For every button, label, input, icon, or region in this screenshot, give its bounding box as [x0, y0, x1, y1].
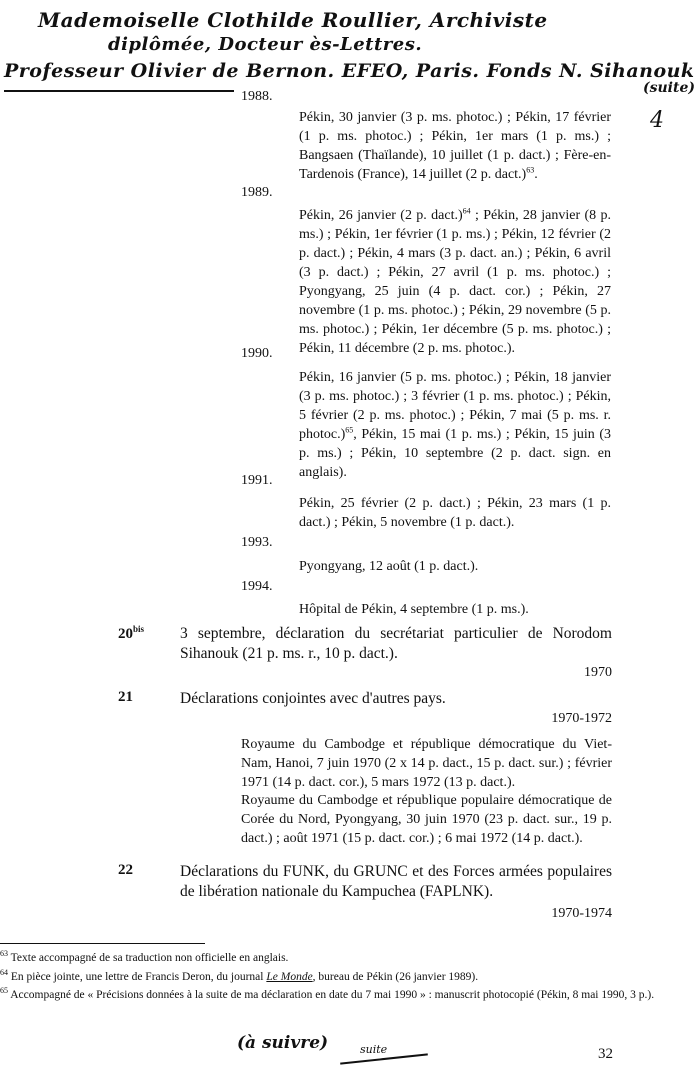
footnote-ref-65[interactable]: 65 [345, 425, 354, 435]
item-number-21: 21 [118, 689, 133, 705]
footnote-ref-63[interactable]: 63 [526, 165, 535, 175]
handwritten-page-mark: 4 [650, 108, 664, 133]
item-21-sub-entry-coree: Royaume du Cambodge et république populaire démocratique de Corée du Nord, Pyongyang, 30 juin 1970 (23 p. dact. sur., 19 p. dact.) ; août 1971 (15 p. dact. cor.) ; 6 mai 1972 (14 p. dact.). [241, 793, 612, 846]
handwritten-signature: suite [360, 1043, 388, 1056]
item-title-21: Déclarations conjointes avec d'autres pays. [180, 690, 446, 707]
footnote-ref-64[interactable]: 64 [462, 206, 471, 216]
item-number-22: 22 [118, 862, 133, 878]
handwritten-suite-note: (suite) [643, 80, 696, 96]
entry-1988 [299, 108, 611, 184]
handwritten-header-line-3: Professeur Olivier de Bernon. EFEO, Paris. Fonds N. Sihanouk [4, 60, 695, 82]
entry-1989-text-a: Pékin, 26 janvier (2 p. dact.) [299, 208, 463, 223]
entry-1993: Pyongyang, 12 août (1 p. dact.). [299, 559, 479, 574]
entry-1990-text-a: Pékin, 16 janvier (5 p. ms. photoc.) ; Pékin, 18 janvier (3 p. ms. photoc.) ; 3 février (1 p. ms. photoc.) ; Pékin, 5 février (2 p. ms. photoc.) ; Pékin, 7 mai (5 p. ms. r. photoc.) [299, 370, 611, 442]
footnote-separator [0, 943, 205, 944]
year-heading-1993: 1993. [241, 535, 273, 550]
entry-1989 [299, 206, 611, 358]
entry-1988-end: . [534, 167, 538, 182]
handwritten-header-line-2: diplômée, Docteur ès-Lettres. [108, 34, 423, 55]
handwritten-header-line-1: Mademoiselle Clothilde Roullier, Archiviste [38, 8, 548, 32]
entry-1991: Pékin, 25 février (2 p. dact.) ; Pékin, 23 mars (1 p. dact.) ; Pékin, 5 novembre (1 p. dact.). [299, 496, 611, 530]
item-title-22: Déclarations du FUNK, du GRUNC et des Forces armées populaires de libération nationale du Kampuchea (FAPLNK). [180, 863, 612, 900]
year-heading-1991: 1991. [241, 473, 273, 488]
item-title-20bis: 3 septembre, déclaration du secrétariat particulier de Norodom Sihanouk (21 p. ms. r., 10 p. dact.). [180, 625, 612, 662]
entry-1994: Hôpital de Pékin, 4 septembre (1 p. ms.). [299, 602, 529, 617]
handwritten-underline [4, 90, 234, 92]
item-date-21: 1970-1972 [551, 711, 612, 726]
entry-1990-text-b: , Pékin, 15 mai (1 p. ms.) ; Pékin, 15 juin (3 p. ms.) ; Pékin, 10 septembre (2 p. dact. sign. en anglais). [299, 427, 611, 480]
item-date-22: 1970-1974 [551, 906, 612, 921]
entry-1990 [299, 368, 611, 482]
page-number: 32 [598, 1046, 613, 1062]
entry-1988-text: Pékin, 30 janvier (3 p. ms. photoc.) ; Pékin, 17 février (1 p. ms. photoc.) ; Pékin, 1er mars (1 p. ms.) ; Bangsaen (Thaïlande), 10 juillet (1 p. dact.) ; Fère-en-Tardenois (France), 14 juillet (2 p. dact.) [299, 110, 611, 182]
year-heading-1988: 1988. [241, 89, 273, 104]
footnote-65: $^{65}$ Accompagné de « Précisions données à la suite de ma déclaration en date du 7 mai 1990 » : manuscrit photocopié (Pékin, 8 mai 1990, 3 p.). [0, 986, 655, 1001]
year-heading-1994: 1994. [241, 579, 273, 594]
year-heading-1989: 1989. [241, 185, 273, 200]
item-number-20bis: $20^{bis}$ [118, 624, 145, 642]
entry-1989-text-b: ; Pékin, 28 janvier (8 p. ms.) ; Pékin, 1er février (1 p. ms.) ; Pékin, 12 février (2 p. dact.) ; Pékin, 4 mars (3 p. dact. an.) ; Pékin, 6 avril (3 p. dact.) ; Pékin, 27 avril (1 p. ms. photoc.) ; Pyongyang, 25 juin (4 p. dact. cor.) ; Pékin, 27 novembre (1 p. ms. photoc.) ; Pékin, 29 novembre (5 p. ms. photoc.) ; Pékin, 1er décembre (5 p. ms. photoc.) ; Pékin, 11 décembre (2 p. ms. photoc.). [299, 208, 611, 356]
year-heading-1990: 1990. [241, 346, 273, 361]
footnote-63: $^{63}$ Texte accompagné de sa traduction non officielle en anglais. [0, 949, 289, 964]
footnote-64: $^{64}$ En pièce jointe, une lettre de Francis Deron, du journal Le Monde, bureau de Pékin (26 janvier 1989). [0, 968, 479, 983]
item-date-20bis: 1970 [584, 665, 612, 680]
item-21-sub-entry-vietnam: Royaume du Cambodge et république démocratique du Viet-Nam, Hanoi, 7 juin 1970 (2 x 14 p. dact., 15 p. dact. sur.) ; février 1971 (14 p. dact. cor.), 5 mars 1972 (13 p. dact.). [241, 737, 612, 790]
handwritten-a-suivre: (à suivre) [237, 1033, 329, 1053]
